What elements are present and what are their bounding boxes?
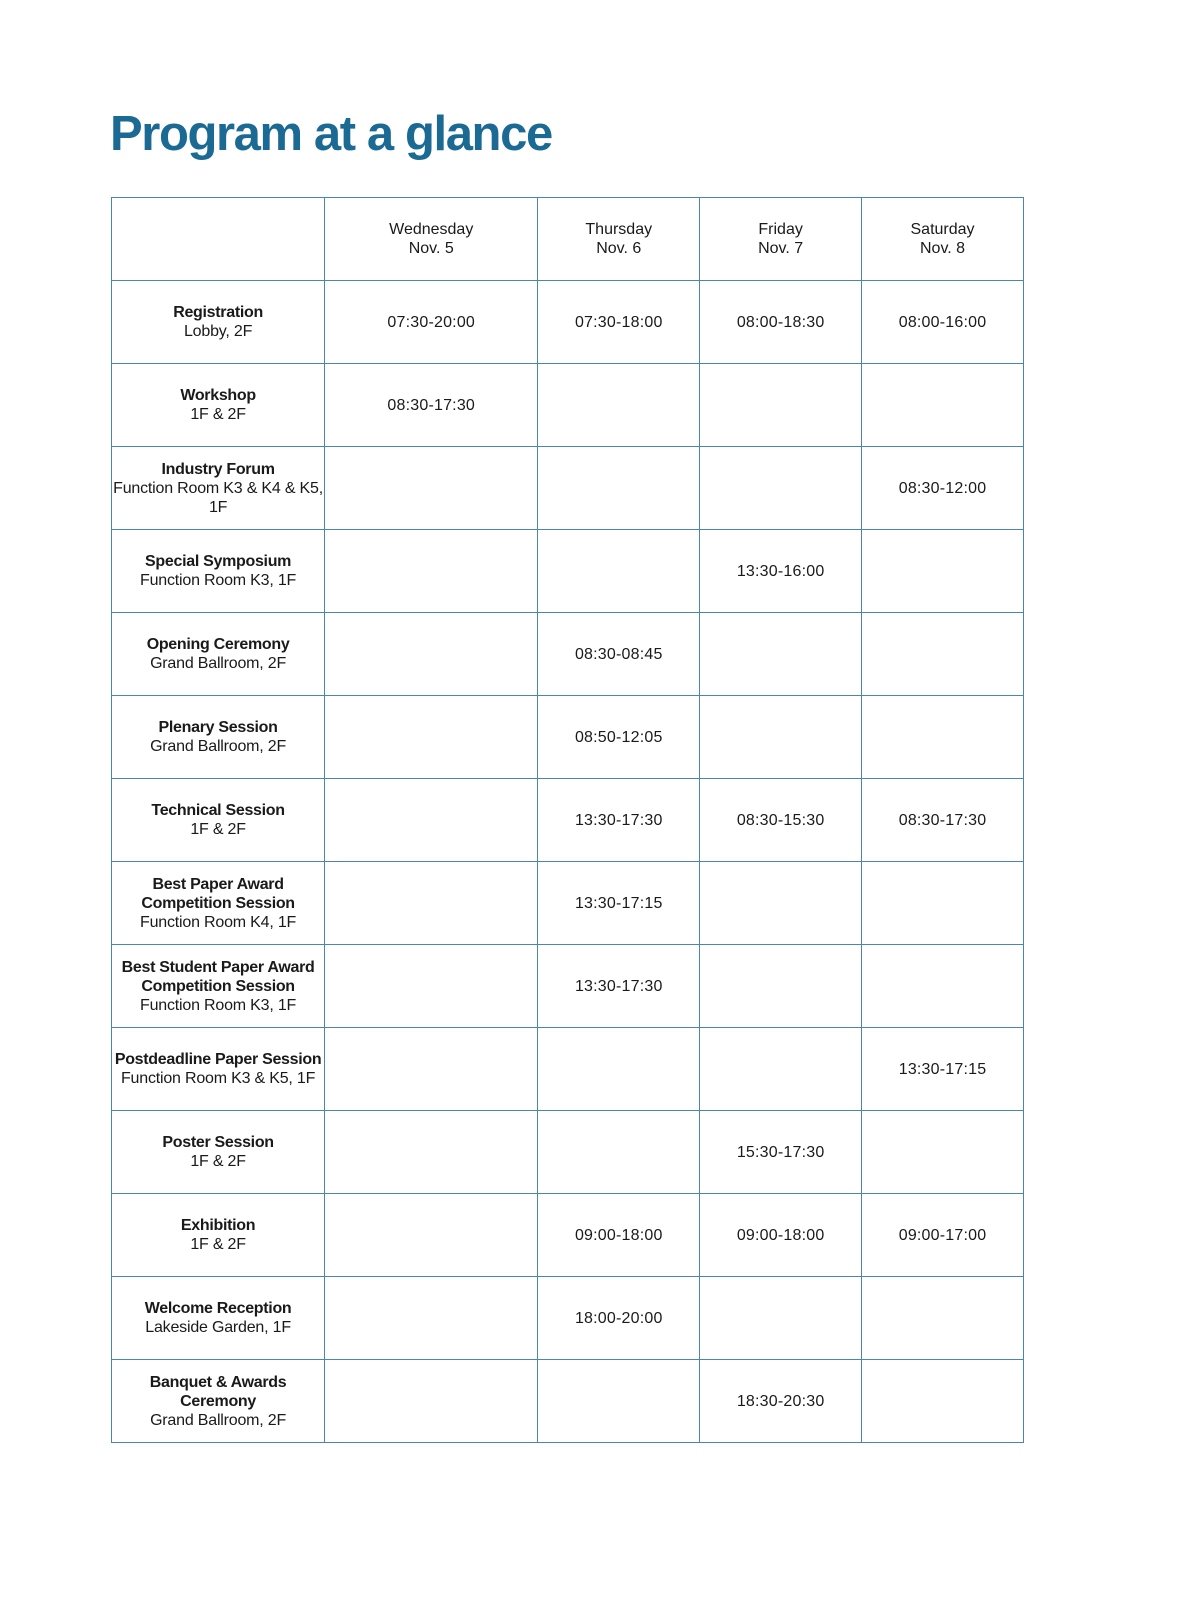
activity-location: 1F & 2F bbox=[190, 1236, 246, 1253]
time-cell: 13:30-17:15 bbox=[862, 1028, 1024, 1111]
table-row bbox=[112, 1194, 1024, 1277]
table-row bbox=[112, 862, 1024, 945]
time-cell: 07:30-18:00 bbox=[538, 281, 700, 364]
activity-location: Grand Ballroom, 2F bbox=[150, 738, 287, 755]
activity-location: Grand Ballroom, 2F bbox=[150, 655, 287, 672]
time-cell bbox=[325, 1360, 538, 1443]
activity-location: Lakeside Garden, 1F bbox=[145, 1319, 291, 1336]
time-cell: 13:30-17:30 bbox=[538, 945, 700, 1028]
time-cell: 13:30-17:30 bbox=[538, 779, 700, 862]
time-cell bbox=[538, 447, 700, 530]
activity-cell bbox=[112, 1111, 325, 1194]
activity-cell bbox=[112, 613, 325, 696]
time-cell bbox=[325, 530, 538, 613]
table-row bbox=[112, 696, 1024, 779]
activity-cell bbox=[112, 862, 325, 945]
time-cell bbox=[538, 1111, 700, 1194]
activity-name: Banquet & Awards Ceremony bbox=[149, 1373, 287, 1410]
time-cell: 08:30-17:30 bbox=[862, 779, 1024, 862]
day-name: Saturday bbox=[910, 221, 975, 238]
page-title: Program at a glance bbox=[110, 107, 552, 161]
time-cell bbox=[862, 613, 1024, 696]
time-cell bbox=[325, 1194, 538, 1277]
activity-location: Grand Ballroom, 2F bbox=[150, 1411, 287, 1429]
activity-location: Function Room K3, 1F bbox=[140, 572, 297, 589]
time-cell bbox=[325, 613, 538, 696]
time-cell: 08:30-12:00 bbox=[862, 447, 1024, 530]
time-cell: 08:30-15:30 bbox=[700, 779, 862, 862]
activity-name: Workshop bbox=[180, 387, 256, 404]
activity-cell bbox=[112, 1277, 325, 1360]
time-cell bbox=[325, 1277, 538, 1360]
activity-cell bbox=[112, 696, 325, 779]
time-cell bbox=[325, 1028, 538, 1111]
table-row bbox=[112, 945, 1024, 1028]
day-header bbox=[538, 198, 700, 281]
activity-name: Technical Session bbox=[151, 802, 285, 819]
time-cell bbox=[325, 696, 538, 779]
day-header bbox=[862, 198, 1024, 281]
time-cell: 09:00-18:00 bbox=[700, 1194, 862, 1277]
table-row bbox=[112, 613, 1024, 696]
activity-cell bbox=[112, 530, 325, 613]
activity-location: 1F & 2F bbox=[190, 406, 246, 423]
activity-name: Best Paper Award Competition Session bbox=[141, 875, 295, 912]
table-row bbox=[112, 447, 1024, 530]
day-date: Nov. 7 bbox=[758, 240, 804, 257]
time-cell bbox=[700, 1277, 862, 1360]
activity-cell bbox=[112, 1028, 325, 1111]
time-cell: 09:00-18:00 bbox=[538, 1194, 700, 1277]
activity-name: Best Student Paper Award Competition Session bbox=[121, 958, 315, 995]
activity-location: 1F & 2F bbox=[190, 821, 246, 838]
table-row bbox=[112, 281, 1024, 364]
day-header bbox=[700, 198, 862, 281]
table-row bbox=[112, 1028, 1024, 1111]
activity-location: Function Room K3, 1F bbox=[140, 996, 297, 1014]
time-cell: 07:30-20:00 bbox=[325, 281, 538, 364]
time-cell bbox=[538, 1360, 700, 1443]
schedule-body bbox=[112, 281, 1024, 1443]
table-row bbox=[112, 364, 1024, 447]
day-name: Friday bbox=[758, 221, 803, 238]
table-row bbox=[112, 530, 1024, 613]
activity-location: 1F & 2F bbox=[190, 1153, 246, 1170]
table-row bbox=[112, 1277, 1024, 1360]
time-cell: 08:00-16:00 bbox=[862, 281, 1024, 364]
time-cell: 08:00-18:30 bbox=[700, 281, 862, 364]
day-date: Nov. 5 bbox=[408, 240, 454, 257]
activity-location: Function Room K4, 1F bbox=[140, 913, 297, 931]
time-cell bbox=[862, 696, 1024, 779]
table-row bbox=[112, 1111, 1024, 1194]
table-row bbox=[112, 1360, 1024, 1443]
day-date: Nov. 6 bbox=[596, 240, 642, 257]
table-row bbox=[112, 779, 1024, 862]
activity-cell bbox=[112, 945, 325, 1028]
time-cell: 09:00-17:00 bbox=[862, 1194, 1024, 1277]
time-cell: 08:50-12:05 bbox=[538, 696, 700, 779]
activity-cell bbox=[112, 447, 325, 530]
time-cell bbox=[862, 530, 1024, 613]
activity-name: Welcome Reception bbox=[144, 1300, 292, 1317]
time-cell: 08:30-17:30 bbox=[325, 364, 538, 447]
time-cell bbox=[700, 696, 862, 779]
time-cell bbox=[325, 1111, 538, 1194]
time-cell bbox=[325, 779, 538, 862]
day-name: Thursday bbox=[585, 221, 653, 238]
time-cell bbox=[862, 862, 1024, 945]
time-cell bbox=[325, 447, 538, 530]
activity-cell bbox=[112, 1194, 325, 1277]
time-cell bbox=[700, 862, 862, 945]
activity-cell bbox=[112, 364, 325, 447]
activity-name: Poster Session bbox=[162, 1134, 274, 1151]
time-cell bbox=[700, 945, 862, 1028]
day-header bbox=[325, 198, 538, 281]
time-cell bbox=[325, 945, 538, 1028]
time-cell bbox=[862, 1111, 1024, 1194]
program-table bbox=[111, 197, 1024, 1443]
time-cell: 13:30-16:00 bbox=[700, 530, 862, 613]
corner-cell bbox=[112, 198, 325, 281]
time-cell bbox=[700, 447, 862, 530]
activity-name: Exhibition bbox=[180, 1217, 256, 1234]
time-cell: 18:30-20:30 bbox=[700, 1360, 862, 1443]
day-name: Wednesday bbox=[389, 221, 474, 238]
time-cell bbox=[538, 1028, 700, 1111]
time-cell: 18:00-20:00 bbox=[538, 1277, 700, 1360]
activity-location: Function Room K3 & K4 & K5, 1F bbox=[113, 479, 323, 516]
activity-cell bbox=[112, 281, 325, 364]
time-cell bbox=[862, 364, 1024, 447]
time-cell bbox=[538, 364, 700, 447]
activity-location: Function Room K3 & K5, 1F bbox=[120, 1070, 316, 1087]
time-cell bbox=[862, 945, 1024, 1028]
time-cell bbox=[538, 530, 700, 613]
activity-name: Plenary Session bbox=[158, 719, 278, 736]
activity-name: Registration bbox=[173, 304, 263, 321]
time-cell: 08:30-08:45 bbox=[538, 613, 700, 696]
activity-name: Postdeadline Paper Session bbox=[114, 1051, 322, 1068]
activity-name: Industry Forum bbox=[161, 460, 275, 478]
time-cell bbox=[700, 613, 862, 696]
time-cell: 15:30-17:30 bbox=[700, 1111, 862, 1194]
time-cell bbox=[325, 862, 538, 945]
activity-name: Opening Ceremony bbox=[146, 636, 290, 653]
time-cell bbox=[700, 1028, 862, 1111]
activity-name: Special Symposium bbox=[145, 553, 292, 570]
activity-cell bbox=[112, 779, 325, 862]
time-cell bbox=[700, 364, 862, 447]
time-cell: 13:30-17:15 bbox=[538, 862, 700, 945]
time-cell bbox=[862, 1277, 1024, 1360]
header-row bbox=[112, 198, 1024, 281]
time-cell bbox=[862, 1360, 1024, 1443]
activity-cell bbox=[112, 1360, 325, 1443]
day-date: Nov. 8 bbox=[920, 240, 966, 257]
activity-location: Lobby, 2F bbox=[183, 323, 253, 340]
